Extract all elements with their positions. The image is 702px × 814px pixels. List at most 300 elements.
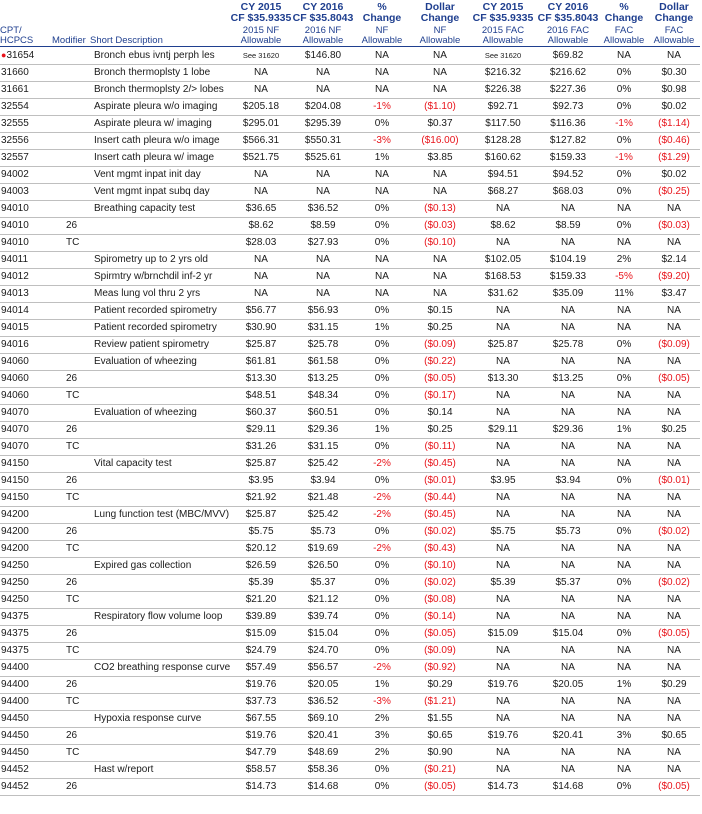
- nf-2016: NA: [292, 82, 354, 99]
- fac-dollar-change: ($0.01): [648, 473, 700, 490]
- modifier: [52, 150, 90, 167]
- cpt-code: 94450: [0, 745, 52, 762]
- fac-pct-change: NA: [600, 609, 648, 626]
- nf-2015: NA: [230, 286, 292, 303]
- fac-2016: NA: [536, 592, 600, 609]
- fac-dollar-change: $0.02: [648, 99, 700, 116]
- fac-dollar-change: $2.14: [648, 252, 700, 269]
- cpt-code: 94060: [0, 371, 52, 388]
- table-row: [0, 473, 700, 490]
- nf-2015: NA: [230, 252, 292, 269]
- fac-2016: $69.82: [536, 47, 600, 65]
- fac-dollar-change: NA: [648, 235, 700, 252]
- table-row: [0, 694, 700, 711]
- fac-dollar-change: NA: [648, 47, 700, 65]
- nf-pct-change: 0%: [354, 626, 410, 643]
- nf-2016: $56.57: [292, 660, 354, 677]
- short-description: [90, 490, 230, 507]
- fac-2016: NA: [536, 490, 600, 507]
- fac-dollar-change: NA: [648, 354, 700, 371]
- table-row: [0, 439, 700, 456]
- modifier: 26: [52, 473, 90, 490]
- nf-2015: $14.73: [230, 779, 292, 796]
- nf-dollar-change: $0.25: [410, 320, 470, 337]
- short-description: [90, 779, 230, 796]
- table-row: [0, 371, 700, 388]
- short-description: Vital capacity test: [90, 456, 230, 473]
- nf-pct-change: -2%: [354, 490, 410, 507]
- nf-dollar-change: $0.14: [410, 405, 470, 422]
- table-row: [0, 184, 700, 201]
- fac-2015: NA: [470, 303, 536, 320]
- nf-2015: $26.59: [230, 558, 292, 575]
- fac-2015: $94.51: [470, 167, 536, 184]
- fac-2015: $68.27: [470, 184, 536, 201]
- nf-2015: $3.95: [230, 473, 292, 490]
- fac-pct-change: 0%: [600, 65, 648, 82]
- cpt-code: 31661: [0, 82, 52, 99]
- fac-dollar-change: $0.30: [648, 65, 700, 82]
- table-row: [0, 167, 700, 184]
- fac-pct-change: 0%: [600, 371, 648, 388]
- fac-pct-change: NA: [600, 354, 648, 371]
- fac-2016: NA: [536, 235, 600, 252]
- short-description: [90, 541, 230, 558]
- fac-dollar-change: $3.47: [648, 286, 700, 303]
- nf-dollar-change: ($0.10): [410, 235, 470, 252]
- nf-2015: $24.79: [230, 643, 292, 660]
- cpt-code: ●31654: [0, 47, 52, 65]
- fac-pct-change: -1%: [600, 150, 648, 167]
- nf-dollar-change: ($0.02): [410, 575, 470, 592]
- fac-pct-change: 0%: [600, 626, 648, 643]
- table-row: [0, 133, 700, 150]
- cpt-code: 94010: [0, 201, 52, 218]
- column-header-4: 2016 NF Allowable: [292, 24, 354, 47]
- fac-dollar-change: ($0.02): [648, 524, 700, 541]
- nf-pct-change: 0%: [354, 388, 410, 405]
- fac-2015: $216.32: [470, 65, 536, 82]
- nf-2016: $3.94: [292, 473, 354, 490]
- column-header-1: Modifier: [52, 24, 90, 47]
- nf-dollar-change: ($0.09): [410, 643, 470, 660]
- nf-2016: $24.70: [292, 643, 354, 660]
- table-row: [0, 337, 700, 354]
- new-code-marker-icon: ●: [1, 50, 7, 60]
- fac-pct-change: 0%: [600, 524, 648, 541]
- fac-pct-change: 3%: [600, 728, 648, 745]
- nf-dollar-change: ($0.45): [410, 507, 470, 524]
- cpt-code: 94012: [0, 269, 52, 286]
- nf-dollar-change: ($0.03): [410, 218, 470, 235]
- column-header-9: FAC Allowable: [600, 24, 648, 47]
- fac-pct-change: NA: [600, 201, 648, 218]
- fac-pct-change: -1%: [600, 116, 648, 133]
- nf-2015: $295.01: [230, 116, 292, 133]
- modifier: [52, 82, 90, 99]
- fac-2015: NA: [470, 762, 536, 779]
- header-group-0: [0, 0, 52, 24]
- cpt-code: 94150: [0, 490, 52, 507]
- nf-dollar-change: ($0.43): [410, 541, 470, 558]
- modifier: [52, 609, 90, 626]
- fac-2015: NA: [470, 456, 536, 473]
- nf-dollar-change: $0.25: [410, 422, 470, 439]
- cpt-code: 94003: [0, 184, 52, 201]
- fac-2015: NA: [470, 694, 536, 711]
- modifier: TC: [52, 439, 90, 456]
- nf-dollar-change: NA: [410, 184, 470, 201]
- column-header-0: CPT/ HCPCS: [0, 24, 52, 47]
- fac-pct-change: NA: [600, 643, 648, 660]
- modifier: [52, 133, 90, 150]
- cpt-code: 94010: [0, 235, 52, 252]
- short-description: Meas lung vol thru 2 yrs: [90, 286, 230, 303]
- modifier: [52, 99, 90, 116]
- fac-pct-change: NA: [600, 405, 648, 422]
- nf-pct-change: NA: [354, 65, 410, 82]
- short-description: Evaluation of wheezing: [90, 354, 230, 371]
- fac-dollar-change: ($0.46): [648, 133, 700, 150]
- nf-2015: $56.77: [230, 303, 292, 320]
- fac-2016: $127.82: [536, 133, 600, 150]
- short-description: Evaluation of wheezing: [90, 405, 230, 422]
- fac-dollar-change: ($0.05): [648, 779, 700, 796]
- fac-pct-change: 11%: [600, 286, 648, 303]
- fac-pct-change: NA: [600, 541, 648, 558]
- short-description: [90, 745, 230, 762]
- nf-2016: $204.08: [292, 99, 354, 116]
- cpt-code: 94200: [0, 541, 52, 558]
- fac-2015: NA: [470, 235, 536, 252]
- column-header-2: Short Description: [90, 24, 230, 47]
- modifier: [52, 405, 90, 422]
- nf-2015: $57.49: [230, 660, 292, 677]
- fac-2015: $31.62: [470, 286, 536, 303]
- nf-2016: $14.68: [292, 779, 354, 796]
- fac-dollar-change: ($0.05): [648, 626, 700, 643]
- header-group-8: CY 2016 CF $35.8043: [537, 1, 599, 24]
- fac-dollar-change: NA: [648, 558, 700, 575]
- nf-2016: $27.93: [292, 235, 354, 252]
- table-row: [0, 269, 700, 286]
- fac-pct-change: NA: [600, 507, 648, 524]
- cpt-code: 32554: [0, 99, 52, 116]
- nf-pct-change: 0%: [354, 439, 410, 456]
- cpt-code: 94250: [0, 575, 52, 592]
- cpt-code: 32557: [0, 150, 52, 167]
- nf-2016: NA: [292, 184, 354, 201]
- nf-2016: $525.61: [292, 150, 354, 167]
- fac-2016: $14.68: [536, 779, 600, 796]
- nf-pct-change: 0%: [354, 592, 410, 609]
- short-description: Insert cath pleura w/ image: [90, 150, 230, 167]
- nf-2015: NA: [230, 65, 292, 82]
- fac-pct-change: 1%: [600, 677, 648, 694]
- short-description: Aspirate pleura w/o imaging: [90, 99, 230, 116]
- modifier: 26: [52, 626, 90, 643]
- fac-2015: $14.73: [470, 779, 536, 796]
- nf-dollar-change: $0.65: [410, 728, 470, 745]
- short-description: Hypoxia response curve: [90, 711, 230, 728]
- fac-pct-change: NA: [600, 235, 648, 252]
- nf-pct-change: 2%: [354, 711, 410, 728]
- nf-2016: $146.80: [292, 47, 354, 65]
- cpt-code: 94375: [0, 643, 52, 660]
- fac-2016: $68.03: [536, 184, 600, 201]
- nf-dollar-change: ($0.05): [410, 779, 470, 796]
- fac-pct-change: 1%: [600, 422, 648, 439]
- nf-pct-change: 0%: [354, 558, 410, 575]
- fac-pct-change: 0%: [600, 82, 648, 99]
- fac-2016: $25.78: [536, 337, 600, 354]
- short-description: Vent mgmt inpat init day: [90, 167, 230, 184]
- fac-pct-change: NA: [600, 490, 648, 507]
- modifier: [52, 286, 90, 303]
- nf-2015: $29.11: [230, 422, 292, 439]
- fac-2016: $159.33: [536, 150, 600, 167]
- fac-2015: NA: [470, 745, 536, 762]
- table-row: [0, 47, 700, 65]
- nf-pct-change: NA: [354, 82, 410, 99]
- cpt-code: 32556: [0, 133, 52, 150]
- modifier: [52, 762, 90, 779]
- fac-dollar-change: NA: [648, 490, 700, 507]
- fac-pct-change: 0%: [600, 473, 648, 490]
- fac-2016: NA: [536, 456, 600, 473]
- fac-2016: NA: [536, 745, 600, 762]
- table-row: [0, 558, 700, 575]
- fac-pct-change: NA: [600, 320, 648, 337]
- fac-2015: NA: [470, 354, 536, 371]
- table-row: [0, 592, 700, 609]
- modifier: [52, 65, 90, 82]
- fac-dollar-change: NA: [648, 439, 700, 456]
- nf-pct-change: 0%: [354, 473, 410, 490]
- fac-dollar-change: $0.98: [648, 82, 700, 99]
- table-header: [0, 0, 700, 47]
- header-group-row: [0, 0, 700, 24]
- fac-pct-change: NA: [600, 303, 648, 320]
- fac-pct-change: 2%: [600, 252, 648, 269]
- cpt-code: 94375: [0, 609, 52, 626]
- nf-pct-change: -2%: [354, 660, 410, 677]
- fac-dollar-change: ($1.29): [648, 150, 700, 167]
- nf-2016: $20.41: [292, 728, 354, 745]
- nf-pct-change: -2%: [354, 507, 410, 524]
- fac-2016: $94.52: [536, 167, 600, 184]
- nf-2016: $39.74: [292, 609, 354, 626]
- fac-pct-change: 0%: [600, 575, 648, 592]
- column-header-5: NF Allowable: [354, 24, 410, 47]
- table-row: [0, 711, 700, 728]
- modifier: 26: [52, 371, 90, 388]
- nf-2015: $30.90: [230, 320, 292, 337]
- fac-dollar-change: ($0.25): [648, 184, 700, 201]
- column-header-3: 2015 NF Allowable: [230, 24, 292, 47]
- fac-2015: NA: [470, 439, 536, 456]
- nf-dollar-change: ($0.14): [410, 609, 470, 626]
- fac-2016: NA: [536, 303, 600, 320]
- fac-2016: $104.19: [536, 252, 600, 269]
- fac-2015: $19.76: [470, 728, 536, 745]
- short-description: [90, 439, 230, 456]
- nf-dollar-change: ($0.08): [410, 592, 470, 609]
- fac-dollar-change: ($1.14): [648, 116, 700, 133]
- modifier: TC: [52, 643, 90, 660]
- cpt-code: 94450: [0, 728, 52, 745]
- nf-dollar-change: $1.55: [410, 711, 470, 728]
- fac-2015: NA: [470, 201, 536, 218]
- nf-dollar-change: ($0.21): [410, 762, 470, 779]
- fac-dollar-change: $0.25: [648, 422, 700, 439]
- table-row: [0, 609, 700, 626]
- fac-2016: $5.73: [536, 524, 600, 541]
- nf-2015: $5.75: [230, 524, 292, 541]
- nf-dollar-change: ($0.45): [410, 456, 470, 473]
- nf-2015: NA: [230, 82, 292, 99]
- fac-2015: $8.62: [470, 218, 536, 235]
- nf-2015: $36.65: [230, 201, 292, 218]
- fac-dollar-change: ($0.02): [648, 575, 700, 592]
- nf-pct-change: 0%: [354, 643, 410, 660]
- nf-2015: $31.26: [230, 439, 292, 456]
- cpt-code: 94016: [0, 337, 52, 354]
- nf-pct-change: NA: [354, 184, 410, 201]
- table-row: [0, 626, 700, 643]
- fac-2016: NA: [536, 609, 600, 626]
- nf-2016: $25.42: [292, 507, 354, 524]
- nf-2015: $19.76: [230, 728, 292, 745]
- fac-pct-change: NA: [600, 388, 648, 405]
- nf-pct-change: 3%: [354, 728, 410, 745]
- cpt-code: 94250: [0, 592, 52, 609]
- short-description: [90, 524, 230, 541]
- table-row: [0, 677, 700, 694]
- nf-pct-change: 1%: [354, 150, 410, 167]
- nf-pct-change: 0%: [354, 575, 410, 592]
- nf-pct-change: 0%: [354, 116, 410, 133]
- modifier: 26: [52, 728, 90, 745]
- cpt-code: 94452: [0, 779, 52, 796]
- fac-2016: NA: [536, 558, 600, 575]
- fac-dollar-change: NA: [648, 609, 700, 626]
- fac-2016: NA: [536, 388, 600, 405]
- fac-pct-change: NA: [600, 592, 648, 609]
- fac-2015: NA: [470, 643, 536, 660]
- table-row: [0, 303, 700, 320]
- modifier: TC: [52, 592, 90, 609]
- nf-2015: $21.20: [230, 592, 292, 609]
- nf-pct-change: NA: [354, 252, 410, 269]
- fac-2015: NA: [470, 388, 536, 405]
- table-row: [0, 82, 700, 99]
- fac-2015: $19.76: [470, 677, 536, 694]
- table-row: [0, 575, 700, 592]
- nf-2016: $58.36: [292, 762, 354, 779]
- fac-2016: NA: [536, 660, 600, 677]
- fac-2015: $128.28: [470, 133, 536, 150]
- cpt-code: 94200: [0, 507, 52, 524]
- nf-dollar-change: NA: [410, 286, 470, 303]
- fac-2015: See 31620: [470, 47, 536, 65]
- fac-pct-change: 0%: [600, 167, 648, 184]
- cpt-code: 94450: [0, 711, 52, 728]
- modifier: TC: [52, 388, 90, 405]
- fac-2016: $227.36: [536, 82, 600, 99]
- modifier: [52, 269, 90, 286]
- fac-2016: NA: [536, 694, 600, 711]
- fac-pct-change: 0%: [600, 337, 648, 354]
- fac-2016: NA: [536, 507, 600, 524]
- nf-2016: $56.93: [292, 303, 354, 320]
- short-description: [90, 371, 230, 388]
- fac-2016: $159.33: [536, 269, 600, 286]
- nf-2015: $20.12: [230, 541, 292, 558]
- fac-2016: NA: [536, 354, 600, 371]
- short-description: [90, 728, 230, 745]
- nf-pct-change: -1%: [354, 99, 410, 116]
- fac-2016: $20.41: [536, 728, 600, 745]
- cpt-code: 94150: [0, 456, 52, 473]
- fac-dollar-change: NA: [648, 456, 700, 473]
- table-row: [0, 728, 700, 745]
- nf-pct-change: 2%: [354, 745, 410, 762]
- modifier: [52, 456, 90, 473]
- nf-2016: $5.37: [292, 575, 354, 592]
- nf-2015: $13.30: [230, 371, 292, 388]
- nf-2015: $67.55: [230, 711, 292, 728]
- nf-2016: $60.51: [292, 405, 354, 422]
- nf-2015: $8.62: [230, 218, 292, 235]
- modifier: [52, 303, 90, 320]
- nf-dollar-change: ($1.21): [410, 694, 470, 711]
- table-row: [0, 354, 700, 371]
- fac-2016: $8.59: [536, 218, 600, 235]
- nf-dollar-change: ($0.01): [410, 473, 470, 490]
- nf-2016: $295.39: [292, 116, 354, 133]
- cpt-code: 31660: [0, 65, 52, 82]
- fac-dollar-change: ($9.20): [648, 269, 700, 286]
- fac-2015: $160.62: [470, 150, 536, 167]
- short-description: Aspirate pleura w/ imaging: [90, 116, 230, 133]
- nf-dollar-change: ($0.10): [410, 558, 470, 575]
- nf-pct-change: NA: [354, 47, 410, 65]
- nf-2015: $58.57: [230, 762, 292, 779]
- short-description: Breathing capacity test: [90, 201, 230, 218]
- fac-2016: NA: [536, 439, 600, 456]
- nf-dollar-change: ($1.10): [410, 99, 470, 116]
- nf-2015: $39.89: [230, 609, 292, 626]
- cpt-code: 94200: [0, 524, 52, 541]
- fac-2016: $29.36: [536, 422, 600, 439]
- short-description: Bronch thermoplsty 1 lobe: [90, 65, 230, 82]
- fac-2015: NA: [470, 660, 536, 677]
- nf-2016: $13.25: [292, 371, 354, 388]
- nf-2016: $29.36: [292, 422, 354, 439]
- nf-dollar-change: NA: [410, 47, 470, 65]
- nf-pct-change: 0%: [354, 609, 410, 626]
- nf-2016: $69.10: [292, 711, 354, 728]
- nf-2016: $31.15: [292, 439, 354, 456]
- nf-pct-change: 1%: [354, 422, 410, 439]
- nf-2015: NA: [230, 167, 292, 184]
- table-row: [0, 405, 700, 422]
- cpt-code: 94375: [0, 626, 52, 643]
- fac-pct-change: NA: [600, 47, 648, 65]
- nf-dollar-change: ($0.44): [410, 490, 470, 507]
- nf-pct-change: 1%: [354, 677, 410, 694]
